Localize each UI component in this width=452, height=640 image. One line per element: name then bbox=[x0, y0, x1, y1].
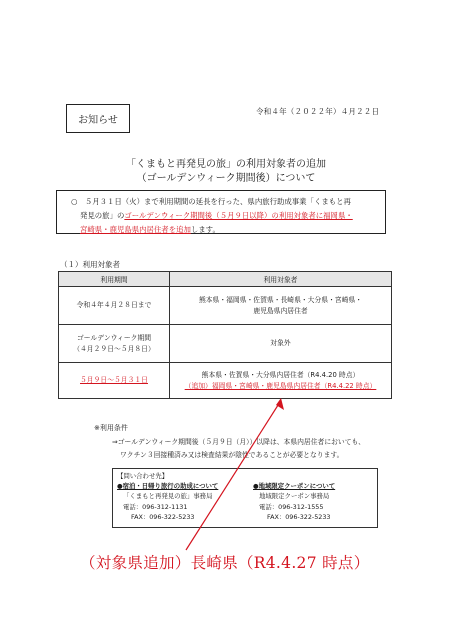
document-title-line2: （ゴールデンウィーク期間後）について bbox=[136, 173, 316, 184]
summary-line3-suffix: します。 bbox=[190, 225, 220, 234]
contact-travel-tel: 電話：096-312-1131 bbox=[123, 502, 188, 511]
conditions-line1: ⇒ゴールデンウィーク期間後（５月９日（月））以降は、本県内居住者においても、 bbox=[112, 438, 366, 446]
document-title-line1: 「くまもと再発見の旅」の利用対象者の追加 bbox=[126, 159, 326, 170]
conditions-line2: ワクチン３回接種済み又は検査結果が陰性であることが必要となります。 bbox=[120, 451, 344, 459]
period-text: 令和４年４月２８日まで bbox=[76, 301, 152, 309]
contact-travel-heading: ●宿泊・日帰り旅行の助成について bbox=[117, 482, 219, 490]
period-text-highlight: ５月９日～５月３１日 bbox=[80, 376, 148, 384]
target-text: 熊本県・佐賀県・大分県内居住者（R4.4.20 時点） bbox=[201, 370, 360, 379]
column-header-target: 利用対象者 bbox=[170, 272, 392, 287]
conditions-heading: ※利用条件 bbox=[94, 424, 128, 432]
summary-highlight-1: ゴールデンウィーク期間後（５月９日以降）の利用対象者に福岡県・ bbox=[124, 211, 353, 220]
summary-line2-prefix: 発見の旅」の bbox=[80, 211, 125, 220]
target-text-added: （追加）福岡県・宮崎県・鹿児島県内居住者（R4.4.22 時点） bbox=[184, 381, 377, 390]
contact-travel-org: 「くまもと再発見の旅」事務局 bbox=[123, 492, 213, 501]
document-date: 令和４年（２０２２年）４月２２日 bbox=[256, 107, 380, 116]
contact-coupon-tel: 電話：096-312-1555 bbox=[259, 502, 324, 511]
contact-title: 【問い合わせ先】 bbox=[117, 472, 169, 480]
annotation-added-prefecture: （対象県追加）長崎県（R4.4.27 時点） bbox=[80, 554, 370, 572]
section-heading: （１）利用対象者 bbox=[60, 260, 120, 269]
summary-highlight-2: 宮崎県・鹿児島県内居住者を追加 bbox=[80, 225, 191, 234]
period-text: ゴールデンウィーク期間 bbox=[76, 333, 152, 342]
contact-coupon-fax: FAX：096-322-5233 bbox=[267, 513, 331, 522]
contact-coupon-org: 地域限定クーポン事務局 bbox=[259, 492, 330, 501]
contact-coupon-heading: ●地域限定クーポンについて bbox=[253, 482, 336, 490]
summary-line1: ○ ５月３１日（火）まで利用期間の延長を行った、県内旅行助成事業「くまもと再 bbox=[71, 197, 351, 206]
contact-travel-fax: FAX：096-322-5233 bbox=[131, 513, 195, 522]
period-text: （４月２９日～５月８日） bbox=[73, 344, 155, 353]
target-text: 鹿児島県内居住者 bbox=[253, 306, 308, 315]
target-text: 対象外 bbox=[270, 339, 291, 347]
target-text: 熊本県・福岡県・佐賀県・長崎県・大分県・宮崎県・ bbox=[198, 295, 363, 304]
notice-label: お知らせ bbox=[78, 115, 118, 126]
column-header-period: 利用期間 bbox=[59, 272, 170, 287]
